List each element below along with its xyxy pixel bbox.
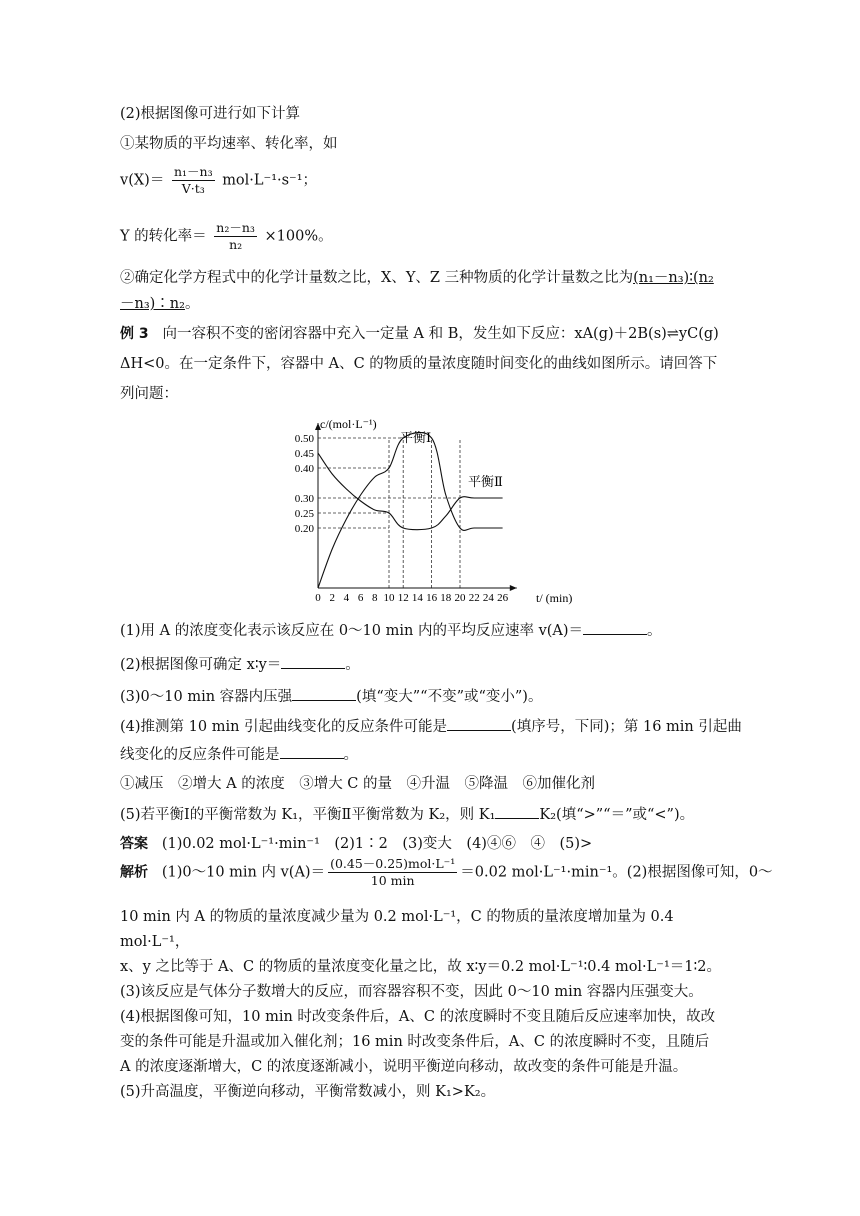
rate-denominator: V·t₃ <box>181 181 205 196</box>
chart-axes <box>315 423 517 591</box>
answer-blank-4a[interactable] <box>447 716 511 731</box>
analysis-eq-rhs: ＝0.02 mol·L⁻¹·min⁻¹。(2)根据图像可知，0～ <box>460 864 773 881</box>
rate-lhs: v(X)＝ <box>120 172 165 189</box>
analysis-numerator: (0.45－0.25)mol·L⁻¹ <box>330 856 456 871</box>
intro-item2-cont <box>120 294 199 314</box>
question-1: (1)用 A 的浓度变化表示该反应在 0～10 min 内的平均反应速率 v(A)＝ 。 <box>120 620 662 641</box>
question-4-text-b: (填序号，下同)；第 16 min 引起曲 <box>511 719 742 735</box>
question-4-options: ①减压 ②增大 A 的浓度 ③增大 C 的量 ④升温 ⑤降温 ⑥加催化剂 <box>120 776 595 792</box>
analysis-line: (4)根据图像可知，10 min 时改变条件后，A、C 的浓度瞬时不变且随后反应速率加快，故改 <box>120 1009 716 1025</box>
analysis-line: A 的浓度逐渐增大，C 的浓度逐渐减小，说明平衡逆向移动，故改变的条件可能是升温。 <box>120 1059 688 1075</box>
x-tick-label: 14 <box>411 592 423 604</box>
answer-blank-4b[interactable] <box>280 744 344 759</box>
question-1-text: (1)用 A 的浓度变化表示该反应在 0～10 min 内的平均反应速率 v(A)＝ <box>120 623 584 639</box>
intro-item2 <box>120 268 714 288</box>
conv-denominator: n₂ <box>229 237 243 252</box>
question-5-options: K₂(填“>”“＝”或“<”)。 <box>539 807 695 823</box>
x-tick-label: 24 <box>482 592 494 604</box>
x-tick-label: 20 <box>454 592 466 604</box>
analysis-line: 10 min 内 A 的物质的量浓度减少量为 0.2 mol·L⁻¹，C 的物质的量浓度增加量为 0.4 mol·L⁻¹， <box>120 909 674 950</box>
conv-rhs: ×100%。 <box>264 228 333 245</box>
conversion-formula <box>120 220 333 253</box>
x-tick-label: 18 <box>440 592 452 604</box>
conv-fraction <box>214 220 257 253</box>
example-label: 例 3 <box>120 326 149 342</box>
y-tick-label: 0.40 <box>294 463 314 475</box>
question-3-options: (填“变大”“不变”或“变小”)。 <box>356 689 543 705</box>
x-tick-label: 6 <box>357 592 364 604</box>
x-tick-label: 8 <box>372 592 378 604</box>
conv-lhs: Y 的转化率＝ <box>120 228 207 245</box>
intro-item2-ratio-part2: －n₃)∶n₂ <box>120 296 185 312</box>
chart-curves <box>318 432 503 588</box>
concentration-time-chart <box>280 412 580 612</box>
y-tick-label: 0.25 <box>294 508 314 520</box>
question-2: (2)根据图像可确定 x∶y＝ 。 <box>120 654 360 675</box>
answer-blank-1[interactable] <box>583 620 647 635</box>
series-curve-0 <box>318 453 503 530</box>
x-axis-label: t/ (min) <box>536 591 573 605</box>
analysis-first-line <box>120 856 773 889</box>
answer-line <box>120 834 592 854</box>
intro-item2-end: 。 <box>184 296 200 312</box>
answer-text: (1)0.02 mol·L⁻¹·min⁻¹ (2)1∶2 (3)变大 (4)④⑥ ④ (5)> <box>161 836 593 852</box>
y-axis-label: c/(mol·L⁻¹) <box>320 417 377 431</box>
rate-unit: mol·L⁻¹·s⁻¹； <box>222 172 318 189</box>
x-tick-label: 22 <box>468 592 480 604</box>
question-3 <box>120 686 542 707</box>
conv-numerator: n₂－n₃ <box>216 220 255 235</box>
analysis-line: 变的条件可能是升温或加入催化剂；16 min 时改变条件后，A、C 的浓度瞬时不变，且随后 <box>120 1034 710 1050</box>
answer-blank-5[interactable] <box>495 804 539 819</box>
annotation-equilibrium-2: 平衡Ⅱ <box>468 474 503 489</box>
intro-heading: (2)根据图像可进行如下计算 <box>120 106 301 122</box>
x-tick-label: 10 <box>383 592 395 604</box>
x-tick-label: 12 <box>397 592 409 604</box>
question-4-text-c: 线变化的反应条件可能是 <box>120 747 280 763</box>
analysis-line: x、y 之比等于 A、C 的物质的量浓度变化量之比，故 x∶y＝0.2 mol·L⁻¹∶0.4 mol·L⁻¹＝1∶2。 <box>120 959 721 975</box>
answer-blank-3[interactable] <box>292 686 356 701</box>
analysis-fraction <box>328 856 457 889</box>
intro-item2-ratio-part1: (n₁－n₃)∶(n₂ <box>633 270 714 286</box>
analysis-line: (3)该反应是气体分子数增大的反应，而容器容积不变，因此 0～10 min 容器内压强变大。 <box>120 984 703 1000</box>
intro-item1: ①某物质的平均速率、转化率，如 <box>120 136 338 152</box>
series-curve-1 <box>318 432 503 588</box>
x-tick-label: 2 <box>329 592 335 604</box>
question-4-cont: 线变化的反应条件可能是 。 <box>120 744 358 765</box>
rate-numerator: n₁－n₃ <box>173 164 213 179</box>
analysis-body <box>120 905 742 1105</box>
rate-formula <box>120 164 317 197</box>
question-3-text: (3)0～10 min 容器内压强 <box>120 689 293 705</box>
analysis-eq-lhs: (1)0～10 min 内 v(A)＝ <box>161 864 326 881</box>
chart-ticks <box>295 433 509 604</box>
answer-blank-2[interactable] <box>281 654 345 669</box>
question-2-text: (2)根据图像可确定 x∶y＝ <box>120 657 282 673</box>
analysis-line: (5)升高温度，平衡逆向移动，平衡常数减小，则 K₁>K₂。 <box>120 1084 496 1100</box>
question-4-text: (4)推测第 10 min 引起曲线变化的反应条件可能是 <box>120 719 448 735</box>
x-axis-arrow <box>510 585 517 591</box>
example-line1 <box>120 324 719 344</box>
x-tick-label: 26 <box>497 592 509 604</box>
rate-fraction <box>172 164 215 197</box>
y-tick-label: 0.30 <box>294 493 314 505</box>
example-text1: 向一容积不变的密闭容器中充入一定量 A 和 B，发生如下反应：xA(g)＋2B(s)⇌yC(g) <box>162 326 719 342</box>
question-5-text: (5)若平衡Ⅰ的平衡常数为 K₁，平衡Ⅱ平衡常数为 K₂，则 K₁ <box>120 807 496 823</box>
intro-item2-text: ②确定化学方程式中的化学计量数之比，X、Y、Z 三种物质的化学计量数之比为 <box>120 270 634 286</box>
analysis-label: 解析 <box>120 864 148 881</box>
question-5 <box>120 804 694 825</box>
x-tick-label: 16 <box>426 592 438 604</box>
example-line2: ΔH<0。在一定条件下，容器中 A、C 的物质的量浓度随时间变化的曲线如图所示。请回答下 <box>120 356 718 372</box>
example-line3: 列问题： <box>120 386 178 402</box>
annotation-equilibrium-1: 平衡Ⅰ <box>400 430 432 445</box>
analysis-denominator: 10 min <box>370 873 415 888</box>
answer-label: 答案 <box>120 836 148 852</box>
x-tick-label: 4 <box>343 592 350 604</box>
y-tick-label: 0.45 <box>294 448 314 460</box>
y-tick-label: 0.20 <box>294 523 314 535</box>
y-tick-label: 0.50 <box>294 433 314 445</box>
x-tick-label: 0 <box>315 592 321 604</box>
question-4 <box>120 716 742 737</box>
